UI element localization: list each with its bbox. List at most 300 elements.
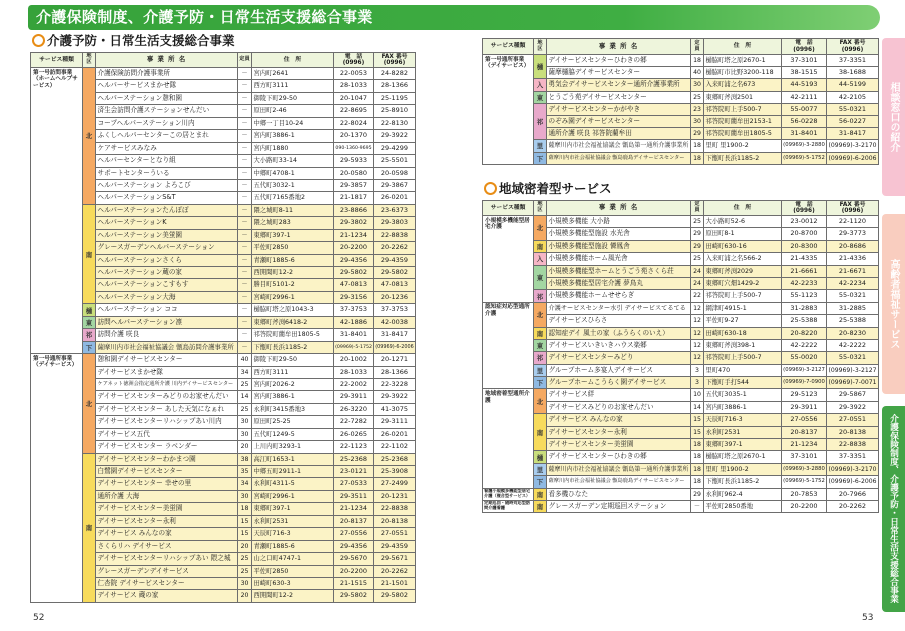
cell-tel: 29-4356: [334, 255, 374, 267]
cell-fax: 55-0321: [827, 104, 879, 116]
cell-fax: 26-0201: [374, 192, 416, 204]
cell-cap: －: [238, 80, 252, 92]
cell-tel: 29-3156: [334, 292, 374, 304]
cell-tel: 31-2883: [782, 303, 827, 315]
cell-fax: 22-1102: [374, 441, 416, 453]
cell-name: 薩摩川内市社会福祉協議会 甑島第一通所介護事業所: [547, 140, 691, 152]
cell-addr: 樋脇町塔之原1043-3: [252, 304, 334, 316]
cell-name: 通所介護 大海: [96, 491, 238, 503]
region-cell: 祁: [534, 290, 547, 302]
service-type-cell: 定期巡回・随時対応型訪問介護看護: [483, 501, 534, 513]
cell-name: ヘルパーサービスまかせ隊: [96, 80, 238, 92]
cell-fax: 28-1366: [374, 80, 416, 92]
header-name-label: 事 業 所 名: [146, 55, 187, 64]
region-cell: 北: [83, 354, 96, 454]
cell-cap: －: [238, 217, 252, 229]
cell-cap: －: [238, 192, 252, 204]
cell-name: サポートセンターういる: [96, 168, 238, 180]
cell-tel: 42-1886: [334, 317, 374, 329]
cell-tel: 22-8695: [334, 105, 374, 117]
cell-addr: 勝目町5101-2: [252, 279, 334, 291]
cell-fax: 22-8130: [374, 118, 416, 130]
cell-tel: 21-1817: [334, 192, 374, 204]
region-cell: 祁: [534, 104, 547, 141]
cell-cap: －: [238, 180, 252, 192]
cell-cap: －: [238, 105, 252, 117]
cell-name: のぞみ園デイサービスセンター: [547, 116, 691, 128]
cell-tel: 20-8137: [782, 427, 827, 439]
side-tab-consultation[interactable]: [882, 38, 905, 196]
cell-addr: 永利町2531: [252, 516, 334, 528]
cell-name: ヘルパーステーションさくら: [96, 255, 238, 267]
side-tab-label: 介護保険制度、介護予防・日常生活支援総合事業: [888, 414, 899, 604]
region-cell: 下: [534, 377, 547, 389]
cell-addr: 五代町3035-1: [704, 389, 782, 401]
header-cap: [691, 201, 704, 216]
cell-tel: 27-0533: [334, 478, 374, 490]
cell-cap: 18: [691, 476, 704, 488]
cell-tel: 20-1370: [334, 130, 374, 142]
cell-tel: 42-2111: [782, 92, 827, 104]
cell-tel: 42-2233: [782, 278, 827, 290]
cell-tel: 20-8220: [782, 328, 827, 340]
cell-tel: (09969)-5-1752: [334, 342, 374, 354]
chapter-banner: [28, 5, 880, 30]
cell-fax: 25-5388: [827, 315, 879, 327]
cell-cap: －: [238, 329, 252, 341]
cell-addr: 隈之城町283: [252, 217, 334, 229]
cell-tel: (09969)-3-2127: [782, 365, 827, 377]
cell-fax: 24-8282: [374, 68, 416, 80]
cell-cap: －: [238, 155, 252, 167]
cell-tel: 29-3911: [334, 391, 374, 403]
cell-addr: 宮崎町2996-1: [252, 292, 334, 304]
cell-cap: 40: [691, 67, 704, 79]
cell-addr: 五代町7165番地2: [252, 192, 334, 204]
cell-cap: 25: [691, 253, 704, 265]
cell-addr: 平佐町2850: [252, 566, 334, 578]
cell-name: グループホームこうらく園デイサービス: [547, 377, 691, 389]
cell-cap: 12: [691, 303, 704, 315]
cell-tel: 55-0020: [782, 352, 827, 364]
cell-cap: －: [238, 230, 252, 242]
cell-tel: 29-3802: [334, 217, 374, 229]
header-region: [534, 201, 547, 216]
cell-addr: 入来町浦之名566-2: [704, 253, 782, 265]
cell-tel: 20-2200: [334, 566, 374, 578]
cell-fax: 38-1688: [827, 67, 879, 79]
cell-cap: 3: [691, 365, 704, 377]
cell-fax: (09969)-3-2170: [827, 464, 879, 476]
cell-tel: (09969)-5-1752: [782, 153, 827, 165]
cell-fax: 29-3773: [827, 228, 879, 240]
side-tab-label: 相談窓口の紹介: [888, 82, 899, 152]
cell-fax: (09969)-6-2006: [374, 342, 416, 354]
cell-name: デイサービスいきいきハウス楽郷: [547, 340, 691, 352]
cell-tel: 25-2368: [334, 454, 374, 466]
cell-fax: 29-3922: [374, 130, 416, 142]
region-cell: 東: [534, 266, 547, 291]
region-cell: 樋: [83, 304, 96, 316]
cell-fax: 55-0321: [827, 352, 879, 364]
cell-cap: 18: [691, 451, 704, 463]
cell-addr: 宮崎町2996-1: [252, 491, 334, 503]
region-cell: 下: [534, 153, 547, 165]
cell-name: 仁杏院 デイサービスセンター: [96, 578, 238, 590]
cell-cap: 29: [691, 228, 704, 240]
cell-tel: 21-4335: [782, 253, 827, 265]
cell-tel: 29-5933: [334, 155, 374, 167]
cell-fax: 29-4359: [374, 255, 416, 267]
cell-cap: 12: [691, 315, 704, 327]
header-type-label: サービス種類: [490, 43, 526, 50]
cell-cap: －: [238, 130, 252, 142]
cell-addr: 里町 里1900-2: [704, 140, 782, 152]
cell-fax: 29-3803: [374, 217, 416, 229]
header-addr-label: 住 所: [733, 43, 752, 50]
cell-tel: 21-1515: [334, 578, 374, 590]
header-name-label: 事 業 所 名: [598, 41, 639, 50]
cell-tel: 22-0053: [334, 68, 374, 80]
cell-name: 小規模多機能型ホームとうごう苑さくら荘: [547, 266, 691, 278]
cell-name: 小規模多機能 大小路: [547, 216, 691, 228]
cell-tel: 29-5802: [334, 267, 374, 279]
cell-fax: 29-4359: [374, 541, 416, 553]
cell-addr: 祁答院町藺牟田2153-1: [704, 116, 782, 128]
cell-tel: 23-0121: [334, 466, 374, 478]
cell-addr: 宮内町1880: [252, 143, 334, 155]
region-cell: 北: [534, 303, 547, 328]
cell-name: ヘルパーステーションS&T: [96, 192, 238, 204]
cell-cap: 18: [691, 439, 704, 451]
cell-name: 通所介護 咲良 祁答院藺牟田: [547, 128, 691, 140]
cell-cap: 25: [238, 553, 252, 565]
cell-addr: 西方町3111: [252, 367, 334, 379]
cell-fax: 22-8838: [827, 439, 879, 451]
cell-tel: 23-8866: [334, 205, 374, 217]
cell-name: ヘルパーステーションたんぽぽ: [96, 205, 238, 217]
cell-name: グレースガーデンヘルパーステーション: [96, 242, 238, 254]
cell-tel: 31-8401: [782, 128, 827, 140]
cell-cap: 18: [691, 153, 704, 165]
cell-name: ヘルパーステーション美蛍園: [96, 230, 238, 242]
cell-cap: 38: [238, 454, 252, 466]
cell-cap: 20: [238, 441, 252, 453]
cell-cap: －: [238, 143, 252, 155]
cell-name: ヘルパーステーションこすもす: [96, 279, 238, 291]
cell-name: コープヘルパーステーション川内: [96, 118, 238, 130]
cell-fax: (09969)-6-2006: [827, 476, 879, 488]
cell-addr: 宮内町2026-2: [252, 379, 334, 391]
header-addr: [704, 39, 782, 55]
cell-addr: 隈之城町8-11: [252, 205, 334, 217]
cell-tel: 56-0228: [782, 116, 827, 128]
cell-addr: 祁答院町上手500-7: [704, 352, 782, 364]
cell-addr: 五代町3032-1: [252, 180, 334, 192]
cell-addr: 中郷町4708-1: [252, 168, 334, 180]
cell-fax: 25-2368: [374, 454, 416, 466]
cell-cap: 14: [691, 402, 704, 414]
cell-addr: 天辰町716-3: [252, 528, 334, 540]
cell-name: デイサービスセンターみどり: [547, 352, 691, 364]
cell-addr: 西開聞町12-2: [252, 590, 334, 602]
service-type-cell: 小規模多機能型居宅介護: [483, 216, 534, 303]
cell-addr: 五代町1249-5: [252, 429, 334, 441]
cell-tel: 20-8300: [782, 241, 827, 253]
cell-addr: 永利町962-4: [704, 489, 782, 501]
cell-name: ケアネット徳洲会指定通所介護 川内デイサービスセンター: [96, 379, 238, 391]
header-fax-area-code: (0996): [383, 60, 406, 66]
cell-addr: 東郷町斧渕6418-2: [252, 317, 334, 329]
cell-cap: 29: [691, 489, 704, 501]
cell-fax: 20-8138: [827, 427, 879, 439]
header-cap: [691, 39, 704, 55]
cell-cap: 20: [238, 590, 252, 602]
cell-cap: 15: [238, 516, 252, 528]
cell-addr: 東郷町斧渕2029: [704, 266, 782, 278]
cell-addr: 網津町4915-1: [704, 303, 782, 315]
cell-fax: 21-1501: [374, 578, 416, 590]
region-cell: 南: [534, 328, 547, 340]
cell-cap: 34: [238, 367, 252, 379]
cell-fax: 20-8686: [827, 241, 879, 253]
cell-fax: 42-2222: [827, 340, 879, 352]
section-heading-label: 介護予防・日常生活支援総合事業: [47, 33, 235, 48]
cell-cap: －: [238, 93, 252, 105]
cell-tel: 21-6661: [782, 266, 827, 278]
cell-cap: 34: [238, 478, 252, 490]
cell-name: ヘルパーセンターとなり組: [96, 155, 238, 167]
header-name: [547, 39, 691, 55]
cell-addr: 祁答院町上手500-7: [704, 290, 782, 302]
cell-fax: 37-3351: [827, 55, 879, 67]
cell-name: デイサービスセンター美蛍園: [547, 439, 691, 451]
cell-tel: 22-1123: [334, 441, 374, 453]
cell-name: デイサービスセンター永利: [96, 516, 238, 528]
cell-addr: 宮内町3886-1: [252, 391, 334, 403]
service-type-cell: 第一号通所事業（デイサービス）: [31, 354, 83, 603]
cell-fax: (09969)-7-0071: [827, 377, 879, 389]
cell-cap: 24: [691, 266, 704, 278]
cell-name: 認知症デイ 風土の家（ふうらくのいえ）: [547, 328, 691, 340]
cell-addr: 平佐町2850番地: [704, 501, 782, 513]
cell-fax: 31-2885: [827, 303, 879, 315]
header-tel-area-code: (0996): [793, 208, 815, 214]
cell-addr: 樋脇町塔之原2670-1: [704, 451, 782, 463]
cell-fax: 28-1366: [374, 367, 416, 379]
cell-tel: 29-5670: [334, 553, 374, 565]
cell-name: ケアサービスみなみ: [96, 143, 238, 155]
cell-addr: 祁答院町藺牟田1805-5: [704, 128, 782, 140]
section-heading-community-based: [484, 181, 612, 196]
cell-cap: －: [238, 304, 252, 316]
side-tab-elderly-welfare[interactable]: [882, 214, 905, 394]
cell-name: デイサービス 蔵の家: [96, 590, 238, 602]
cell-addr: 永利町4311-5: [252, 478, 334, 490]
cell-cap: 3: [691, 377, 704, 389]
header-addr: [252, 53, 334, 68]
cell-name: 小規模多機能型居宅介護 夢鳥丸: [547, 278, 691, 290]
cell-tel: 29-3911: [782, 402, 827, 414]
header-type: [483, 39, 534, 55]
cell-fax: 20-7966: [827, 489, 879, 501]
cell-cap: 30: [691, 116, 704, 128]
cell-name: デイサービスセンター ラベンダー: [96, 441, 238, 453]
cell-tel: 23-0012: [782, 216, 827, 228]
header-type: [483, 201, 534, 216]
cell-fax: 29-5802: [374, 590, 416, 602]
cell-addr: 東郷町397-1: [252, 503, 334, 515]
cell-cap: 29: [691, 128, 704, 140]
cell-fax: (09969)-3-2170: [827, 140, 879, 152]
section-heading-general-support: [32, 33, 235, 48]
region-cell: 里: [534, 140, 547, 152]
community-based-services-table: [482, 200, 879, 513]
cell-fax: (09969)-3-2127: [827, 365, 879, 377]
cell-fax: 22-8838: [374, 230, 416, 242]
cell-fax: 20-1271: [374, 354, 416, 366]
cell-tel: (09969)-3-2880: [782, 464, 827, 476]
header-fax-label: FAX 番号: [839, 40, 866, 47]
cell-cap: 18: [691, 464, 704, 476]
region-cell: 北: [83, 68, 96, 205]
cell-fax: 20-8138: [374, 516, 416, 528]
cell-name: デイサービス みんなの家: [96, 528, 238, 540]
cell-addr: 西開聞町12-2: [252, 267, 334, 279]
header-tel: [782, 201, 827, 216]
header-addr: [704, 201, 782, 216]
side-tab-long-term-care-insurance[interactable]: [882, 406, 905, 612]
cell-name: デイサービスセンターひわきの郷: [547, 451, 691, 463]
header-tel-label: 電 話: [344, 53, 363, 60]
header-tel-area-code: (0996): [793, 46, 815, 53]
cell-tel: (09969)-7-0900: [782, 377, 827, 389]
cell-addr: 田崎町630-18: [704, 328, 782, 340]
cell-name: デイサービス絆: [547, 389, 691, 401]
cell-fax: 22-1120: [827, 216, 879, 228]
cell-fax: 29-5671: [374, 553, 416, 565]
service-type-cell: 第一号通所事業（デイサービス）: [483, 55, 534, 165]
cell-addr: 東郷町穴畑1429-2: [704, 278, 782, 290]
header-fax-label: FAX 番号: [839, 201, 866, 208]
cell-name: 薩摩樋脇デイサービスセンター: [547, 67, 691, 79]
cell-name: ヘルパーステーション蔵の家: [96, 267, 238, 279]
cell-name: 小規模多機能ホームせせらぎ: [547, 290, 691, 302]
header-fax: [374, 53, 416, 68]
cell-tel: 55-1123: [782, 290, 827, 302]
cell-addr: 東郷町斧渕2501: [704, 92, 782, 104]
cell-cap: 22: [691, 290, 704, 302]
cell-tel: 27-0556: [782, 414, 827, 426]
region-cell: 樋: [534, 451, 547, 463]
cell-fax: 55-0321: [827, 290, 879, 302]
header-fax: [827, 201, 879, 216]
cell-fax: 20-0598: [374, 168, 416, 180]
region-cell: 入: [534, 253, 547, 265]
cell-tel: 20-1002: [334, 354, 374, 366]
cell-addr: 入来町浦之名673: [704, 79, 782, 91]
cell-addr: 東郷町397-1: [252, 230, 334, 242]
cell-cap: －: [238, 205, 252, 217]
cell-name: デイサービス みんなの家: [547, 414, 691, 426]
region-cell: 南: [534, 241, 547, 253]
cell-cap: 15: [691, 414, 704, 426]
cell-tel: 25-5388: [782, 315, 827, 327]
cell-addr: 青瀬町1885-6: [252, 541, 334, 553]
cell-fax: 42-0038: [374, 317, 416, 329]
cell-fax: 26-0201: [374, 429, 416, 441]
cell-fax: 41-3075: [374, 404, 416, 416]
cell-addr: 大小路町52-6: [704, 216, 782, 228]
cell-fax: 44-5199: [827, 79, 879, 91]
cell-fax: 20-2262: [827, 501, 879, 513]
cell-name: ヘルパーステーション ココ: [96, 304, 238, 316]
cell-name: 訪問ヘルパーステーション凛: [96, 317, 238, 329]
cell-addr: 里町470: [704, 365, 782, 377]
cell-addr: 東郷町397-1: [704, 439, 782, 451]
cell-tel: 28-1033: [334, 367, 374, 379]
cell-tel: 26-0265: [334, 429, 374, 441]
cell-fax: 42-2234: [827, 278, 879, 290]
cell-addr: 下甑町長浜1185-2: [704, 476, 782, 488]
cell-fax: 25-1195: [374, 93, 416, 105]
region-cell: 下: [534, 476, 547, 488]
header-region: [83, 53, 96, 68]
cell-tel: 22-2002: [334, 379, 374, 391]
cell-cap: －: [238, 118, 252, 130]
header-region: [534, 39, 547, 55]
cell-name: デイサービスまかせ隊: [96, 367, 238, 379]
header-region-label: 地区: [537, 201, 543, 213]
cell-addr: 田崎町630-16: [704, 241, 782, 253]
cell-tel: 22-7282: [334, 416, 374, 428]
header-tel: [782, 39, 827, 55]
cell-name: デイサービスセンターリハシップあい川内: [96, 416, 238, 428]
region-cell: 北: [534, 389, 547, 414]
cell-fax: 25-8910: [374, 105, 416, 117]
cell-addr: 天辰町716-3: [704, 414, 782, 426]
cell-cap: －: [238, 267, 252, 279]
cell-cap: －: [238, 279, 252, 291]
cell-tel: 44-5193: [782, 79, 827, 91]
cell-addr: 樋脇町市比野3200-118: [704, 67, 782, 79]
header-type-label: サービス種類: [39, 56, 74, 63]
cell-addr: 高江町1653-1: [252, 454, 334, 466]
cell-name: デイサービスひらさ: [547, 315, 691, 327]
cell-name: デイサービスセンターわかまつ園: [96, 454, 238, 466]
cell-addr: 御陵下町29-50: [252, 354, 334, 366]
cell-name: デイサービスセンターひわきの郷: [547, 55, 691, 67]
cell-addr: 中郷五町2911-1: [252, 466, 334, 478]
cell-cap: 35: [238, 466, 252, 478]
cell-tel: 20-7853: [782, 489, 827, 501]
circle-bullet-icon: [484, 182, 497, 195]
region-cell: 南: [534, 501, 547, 513]
cell-name: 訪問介護 咲良: [96, 329, 238, 341]
header-tel-label: 電 話: [795, 40, 813, 47]
cell-fax: (09969)-6-2006: [827, 153, 879, 165]
cell-fax: 21-4336: [827, 253, 879, 265]
cell-addr: 原田町8-1: [704, 228, 782, 240]
cell-cap: 12: [691, 328, 704, 340]
cell-addr: 永利町3415番地3: [252, 404, 334, 416]
cell-cap: 30: [238, 578, 252, 590]
cell-name: 白鷺園デイサービスセンター: [96, 466, 238, 478]
cell-addr: 原田町2-46: [252, 105, 334, 117]
cell-fax: 27-2499: [374, 478, 416, 490]
cell-fax: 20-8230: [827, 328, 879, 340]
cell-tel: 29-4356: [334, 541, 374, 553]
